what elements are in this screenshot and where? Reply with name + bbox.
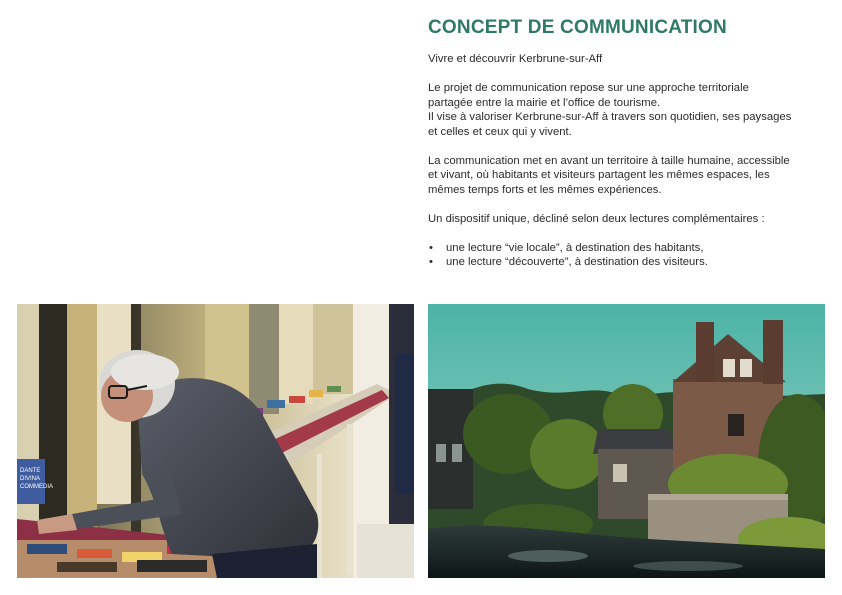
paragraph-line: Un dispositif unique, décliné selon deux lectures complémentaires : [428,212,765,225]
paragraph-dispositif [428,212,828,227]
paragraph-line: partagée entre la mairie et l’office de tourisme. [428,96,661,109]
book-cover-text: COMMEDIA [20,484,53,490]
paragraph-territory [428,154,828,198]
text-column [428,16,828,270]
riverside-illustration [428,304,825,578]
bullet-list [428,241,828,270]
paragraph-line: et vivant, où habitants et visiteurs partagent les mêmes espaces, les [428,169,770,181]
paragraph-intro [428,81,828,139]
bookstall-illustration [17,304,414,578]
paragraph-line: mêmes temps forts et les mêmes expériences. [428,183,662,196]
bullet-item-decouverte: • une lecture “découverte”, à destination des visiteurs. [428,255,828,270]
bullet-item-vie-locale: • une lecture “vie locale”, à destination des habitants, [428,241,828,256]
page-title: CONCEPT DE COMMUNICATION [428,17,727,38]
paragraph-line: Il vise à valoriser Kerbrune-sur-Aff à travers son quotidien, ses paysages [428,111,792,123]
paragraph-line: Le projet de communication repose sur une approche territoriale [428,82,749,94]
paragraph-line: et celles et ceux qui y vivent. [428,125,572,138]
book-cover-text: DIVINA [20,476,41,482]
photo-bookstall-reader [17,304,414,578]
book-cover-text: DANTE [20,468,41,474]
photo-riverside-chateau [428,304,825,578]
page-subtitle: Vivre et découvrir Kerbrune-sur-Aff [428,53,603,65]
paragraph-line: La communication met en avant un territoire à taille humaine, accessible [428,154,790,167]
